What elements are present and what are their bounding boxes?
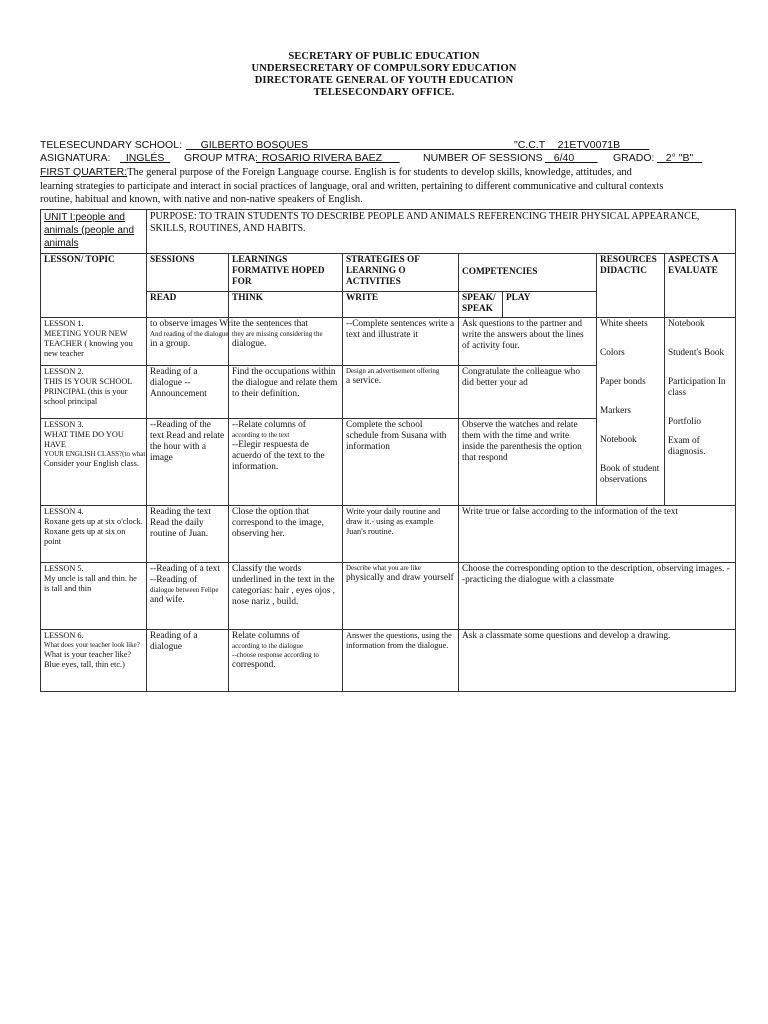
- teacher-label: GROUP MTRA:: [184, 152, 258, 164]
- write-cell: --Complete sentences write a text and illustrate it: [343, 318, 459, 366]
- think-cell: Find the occupations within the dialogue and relate them to their definition.: [229, 366, 343, 419]
- think-cell: [229, 419, 343, 506]
- lesson-cell: [41, 419, 147, 506]
- cct-value: [546, 139, 649, 152]
- lesson-end: Consider your English class.: [44, 459, 139, 468]
- write-text: a service.: [346, 376, 382, 386]
- lesson-title: LESSON 6.: [44, 631, 84, 640]
- lesson-cell: [41, 318, 147, 366]
- lesson-topic: Roxane gets up at six o'clock. Roxane gets up at six on point: [44, 517, 143, 546]
- think-text: Relate columns of: [232, 631, 300, 641]
- read-cell: Reading of a dialogue --Announcement: [147, 366, 229, 419]
- lesson-title: LESSON 2.: [44, 367, 84, 376]
- subheader-play: PLAY: [503, 292, 597, 318]
- speak-cell: Congratulate the colleague who did better your ad: [459, 366, 597, 419]
- resource-item: Colors: [600, 348, 625, 358]
- read-cell: Reading the text Read the daily routine of Juan.: [147, 506, 229, 563]
- resource-item: White sheets: [600, 319, 648, 329]
- think-cell: Classify the words underlined in the text in the categorías: hair , eyes ojos , nose nariz , build.: [229, 563, 343, 630]
- lesson-small: YOUR ENGLISH CLASS?(to what: [44, 450, 146, 458]
- resources-cell: [597, 318, 665, 506]
- read-small: dialogue between Felipe: [150, 586, 219, 594]
- subheader-speak: SPEAK/ SPEAK: [459, 292, 503, 318]
- think-small: according to the text: [232, 431, 290, 439]
- aspect-item: Notebook: [668, 319, 705, 329]
- lesson-title: LESSON 3.: [44, 420, 84, 429]
- lesson-topic: MEETING YOUR NEW TEACHER ( knowing you new teacher: [44, 329, 133, 358]
- grade-value: [657, 152, 702, 165]
- sessions-label: NUMBER OF SESSIONS: [423, 152, 543, 164]
- header-line-3: DIRECTORATE GENERAL OF YOUTH EDUCATION: [254, 75, 514, 86]
- think-small-2: --choose response according to: [232, 651, 319, 659]
- subject-value: [120, 152, 170, 165]
- read-small: And reading of the dialogue: [150, 330, 229, 338]
- aspects-cell: [665, 318, 736, 506]
- write-cell: Answer the questions, using the information from the dialogue.: [343, 630, 459, 692]
- write-cell: Complete the school schedule from Susana with information: [343, 419, 459, 506]
- header-learnings: LEARNINGS FORMATIVE HOPED FOR: [229, 254, 343, 292]
- lesson-title: LESSON 1.: [44, 319, 84, 328]
- school-label: TELESECUNDARY SCHOOL:: [40, 139, 182, 151]
- read-cell: Reading of a dialogue: [147, 630, 229, 692]
- write-text: physically and draw yourself: [346, 573, 454, 583]
- grade-name: 2° "B": [665, 152, 694, 164]
- speak-cell: Ask a classmate some questions and develop a drawing.: [459, 630, 736, 692]
- cct-code: 21ETV0071B: [557, 139, 621, 151]
- write-cell: Write your daily routine and draw it.- using as example Juan's routine.: [343, 506, 459, 563]
- read-text: --Reading of a text --Reading of: [150, 564, 220, 585]
- aspect-item: Exam of diagnosis.: [668, 436, 706, 457]
- subheader-think: THINK: [229, 292, 343, 318]
- think-cell: [229, 630, 343, 692]
- teacher-name: ROSARIO RIVERA BAEZ: [261, 152, 383, 164]
- lesson-cell: [41, 506, 147, 563]
- speak-cell: Write true or false according to the information of the text: [459, 506, 736, 563]
- think-small: they are missing considering the: [232, 330, 323, 338]
- teacher-value: [256, 152, 400, 165]
- unit-purpose: PURPOSE: TO TRAIN STUDENTS TO DESCRIBE PEOPLE AND ANIMALS REFERENCING THEIR PHYSICAL APPEARANCE, SKILLS, ROUTINES, AND HABITS.: [147, 210, 736, 254]
- aspect-item: Participation In class: [668, 377, 726, 398]
- header-line-4: TELESECONDARY OFFICE.: [313, 87, 455, 98]
- lesson-topic: What is your teacher like? Blue eyes, tall, thin etc.): [44, 650, 132, 669]
- subject-name: INGLÉS: [125, 152, 165, 164]
- read-text: to observe images Write the sentences that: [150, 319, 308, 329]
- general-purpose-line-3: routine, habitual and known, with native and non-native speakers of English.: [40, 194, 363, 205]
- unit-text: UNIT I:people and animals (people and animals: [44, 212, 135, 249]
- subject-label: ASIGNATURA:: [40, 152, 111, 164]
- lesson-topic: My uncle is tall and thin. he is tall and thin: [44, 574, 137, 593]
- header-sessions: SESSIONS: [147, 254, 229, 292]
- table-row: [41, 630, 736, 692]
- think-text-2: correspond.: [232, 660, 276, 670]
- table-row: [41, 318, 736, 366]
- sessions-count: 6/40: [553, 152, 575, 164]
- cct-label: "C.C.T: [514, 139, 546, 151]
- resource-item: Book of student observations: [600, 464, 660, 485]
- lesson-small: What does your teacher look like?: [44, 641, 140, 649]
- header-lesson: LESSON/ TOPIC: [41, 254, 147, 318]
- lesson-topic: WHAT TIME DO YOU HAVE: [44, 430, 124, 449]
- write-cell: [343, 366, 459, 419]
- general-purpose-line-1: [40, 166, 740, 179]
- lesson-cell: [41, 630, 147, 692]
- lesson-plan-table: [40, 209, 736, 692]
- read-cell: --Reading of the text Read and relate the hour with a image: [147, 419, 229, 506]
- aspect-item: Portfolio: [668, 417, 702, 427]
- resource-item: Markers: [600, 406, 631, 416]
- think-small: according to the dialogue: [232, 642, 303, 650]
- general-purpose-text-1: The general purpose of the Foreign Language course. English is for students to develop skills, knowledge, attitudes, and: [127, 167, 632, 178]
- unit-cell: [41, 210, 147, 254]
- resource-item: Paper bonds: [600, 377, 646, 387]
- header-strategies: STRATEGIES OF LEARNING O ACTIVITIES: [343, 254, 459, 292]
- general-purpose-line-2: learning strategies to participate and interact in social practices of language, oral and written, pertaining to different communicative and cultural contexts: [40, 181, 664, 192]
- write-small: Describe what you are like: [346, 564, 422, 572]
- think-text: --Relate columns of: [232, 420, 306, 430]
- header-aspects: ASPECTS A EVALUATE: [665, 254, 736, 318]
- write-small: Design an advertisement offering: [346, 367, 440, 375]
- speak-cell: Observe the watches and relate them with the time and write inside the parenthesis the option that respond: [459, 419, 597, 506]
- read-cell: [147, 563, 229, 630]
- header-line-1: SECRETARY OF PUBLIC EDUCATION: [288, 51, 480, 62]
- aspect-item: Student's Book: [668, 348, 725, 358]
- lesson-title: LESSON 5.: [44, 564, 84, 573]
- read-end: and wife.: [150, 595, 185, 605]
- think-text: dialogue.: [232, 339, 267, 349]
- resource-item: Notebook: [600, 435, 637, 445]
- lesson-title: LESSON 4.: [44, 507, 84, 516]
- grade-label: GRADO:: [613, 152, 655, 164]
- header-competencies: COMPETENCIES: [459, 254, 597, 292]
- lesson-cell: [41, 366, 147, 419]
- speak-cell: Ask questions to the partner and write the answers about the lines of activity four.: [459, 318, 597, 366]
- lesson-topic: THIS IS YOUR SCHOOL PRINCIPAL (this is your school principal: [44, 377, 133, 406]
- table-row: [41, 506, 736, 563]
- subheader-read: READ: [147, 292, 229, 318]
- school-value: [186, 139, 562, 152]
- write-cell: [343, 563, 459, 630]
- first-quarter-label: FIRST QUARTER:: [40, 166, 128, 178]
- read-end: in a group.: [150, 339, 191, 349]
- table-row: [41, 563, 736, 630]
- think-text-2: --Elegir respuesta de acuerdo of the text to the information.: [232, 440, 325, 472]
- lesson-cell: [41, 563, 147, 630]
- speak-cell: Choose the corresponding option to the description, observing images. --practicing the dialogue with a classmate: [459, 563, 736, 630]
- header-line-2: UNDERSECRETARY OF COMPULSORY EDUCATION: [251, 63, 517, 74]
- subheader-write: WRITE: [343, 292, 459, 318]
- header-resources: RESOURCES DIDACTIC: [597, 254, 665, 318]
- think-cell: Close the option that correspond to the image, observing her.: [229, 506, 343, 563]
- sessions-value: [545, 152, 598, 165]
- school-name: GILBERTO BOSQUES: [200, 139, 309, 151]
